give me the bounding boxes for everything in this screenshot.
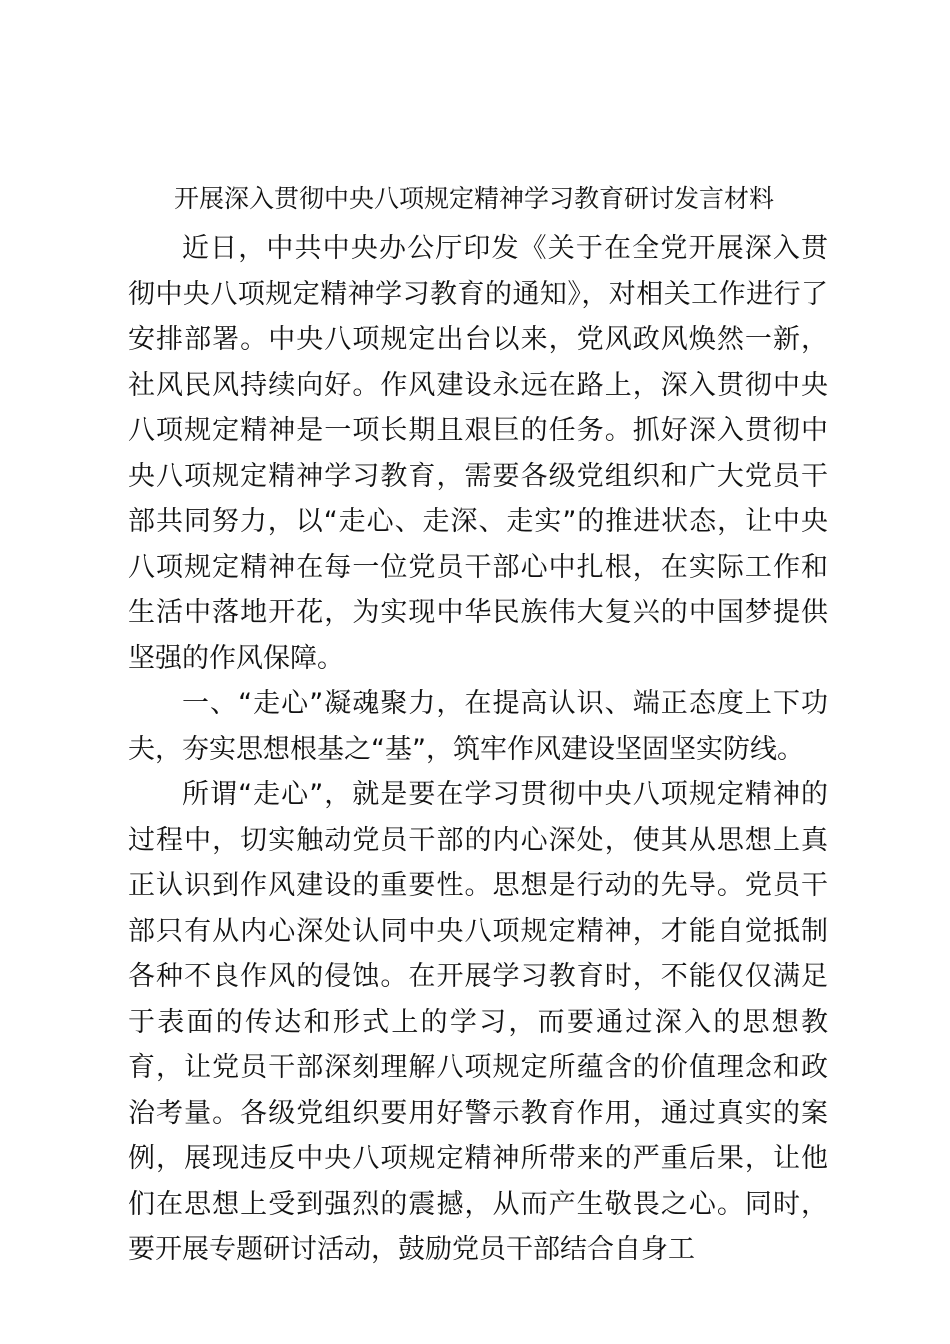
intro-paragraph: 近日，中共中央办公厅印发《关于在全党开展深入贯彻中央八项规定精神学习教育的通知》，对相关工作进行了安排部署。中央八项规定出台以来，党风政风焕然一新，社风民风持续向好。作风建设永远在路上，深入贯彻中央八项规定精神是一项长期且艰巨的任务。抓好深入贯彻中央八项规定精神学习教育，需要各级党组织和广大党员干部共同努力，以“走心、走深、走实”的推进状态，让中央八项规定精神在每一位党员干部心中扎根，在实际工作和生活中落地开花，为实现中华民族伟大复兴的中国梦提供坚强的作风保障。 — [128, 233, 828, 674]
document-content — [128, 172, 828, 1273]
document-title: 开展深入贯彻中央八项规定精神学习教育研讨发言材料 — [174, 184, 775, 213]
section-heading: 一、“走心”凝魂聚力，在提高认识、端正态度上下功夫，夯实思想根基之“基”，筑牢作风建设坚固坚实防线。 — [128, 688, 828, 765]
section-paragraph: 所谓“走心”，就是要在学习贯彻中央八项规定精神的过程中，切实触动党员干部的内心深处，使其从思想上真正认识到作风建设的重要性。思想是行动的先导。党员干部只有从内心深处认同中央八项规定精神，才能自觉抵制各种不良作风的侵蚀。在开展学习教育时，不能仅仅满足于表面的传达和形式上的学习，而要通过深入的思想教育，让党员干部深刻理解八项规定所蕴含的价值理念和政治考量。各级党组织要用好警示教育作用，通过真实的案例，展现违反中央八项规定精神所带来的严重后果，让他们在思想上受到强烈的震撼，从而产生敬畏之心。同时，要开展专题研讨活动，鼓励党员干部结合自身工 — [128, 779, 828, 1265]
